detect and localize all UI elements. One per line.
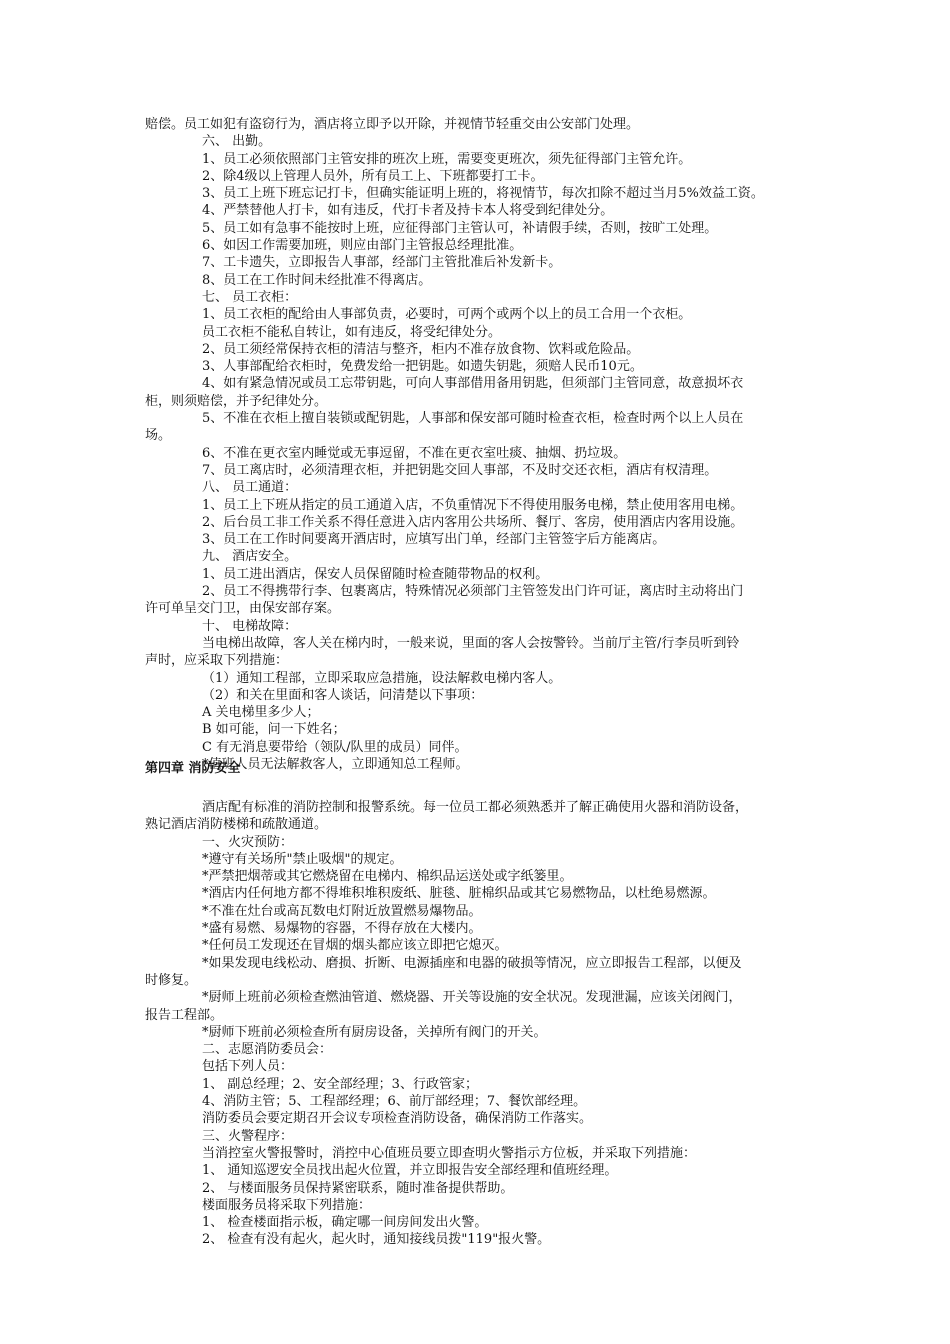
text-line: 2、除4级以上管理人员外，所有员工上、下班都要打工卡。 <box>202 168 544 184</box>
text-line: 2、员工不得携带行李、包裹离店，特殊情况必须部门主管签发出门许可证，离店时主动将出门 <box>202 584 744 600</box>
text-line: 当消控室火警报警时，消控中心值班员要立即查明火警指示方位板，并采取下列措施： <box>202 1145 697 1161</box>
text-line: 4、严禁替他人打卡，如有违反，代打卡者及持卡本人将受到纪律处分。 <box>202 203 614 219</box>
text-line: 2、 与楼面服务员保持紧密联系，随时准备提供帮助。 <box>202 1180 514 1196</box>
text-line: （1）通知工程部，立即采取应急措施，设法解救电梯内客人。 <box>202 670 562 686</box>
text-line: 6、不准在更衣室内睡觉或无事逗留，不准在更衣室吐痰、抽烟、扔垃圾。 <box>202 445 627 461</box>
text-line: 1、员工上下班从指定的员工通道入店，不负重情况下不得使用服务电梯，禁止使用客用电梯。 <box>202 497 744 513</box>
text-line: 赔偿。员工如犯有盗窃行为，酒店将立即予以开除，并视情节轻重交由公安部门处理。 <box>145 117 640 132</box>
fire-safety-section-text <box>145 799 813 1249</box>
text-line: 5、员工如有急事不能按时上班，应征得部门主管认可，补请假手续，否则，按旷工处理。 <box>202 220 718 236</box>
text-line: *任何员工发现还在冒烟的烟头都应该立即把它熄灭。 <box>202 938 508 954</box>
text-line: 十、 电梯故障： <box>202 618 298 634</box>
text-line: 2、员工须经常保持衣柜的清洁与整齐，柜内不准存放食物、饮料或危险品。 <box>202 341 640 357</box>
text-line: 酒店配有标准的消防控制和报警系统。每一位员工都必须熟悉并了解正确使用火器和消防设备， <box>202 800 749 815</box>
chapter-heading: 第四章 消防安全 <box>145 761 241 776</box>
text-line: 声时，应采取下列措施： <box>145 653 289 669</box>
text-line: 1、 通知巡逻安全员找出起火位置，并立即报告安全部经理和值班经理。 <box>202 1163 618 1179</box>
text-line: 二、志愿消防委员会： <box>202 1042 333 1058</box>
text-line: 1、 检查楼面指示板，确定哪一间房间发出火警。 <box>202 1215 488 1231</box>
text-line: *厨师上班前必须检查燃油管道、燃烧器、开关等设施的安全状况。发现泄漏，应该关闭阀门， <box>202 990 742 1006</box>
text-line: 三、火警程序： <box>202 1128 294 1144</box>
text-line: *不准在灶台或高瓦数电灯附近放置燃易爆物品。 <box>202 903 482 919</box>
text-line: 六、 出勤。 <box>202 134 272 150</box>
text-line: 6、如因工作需要加班，则应由部门主管报总经理批准。 <box>202 238 523 254</box>
text-line: 报告工程部。 <box>145 1007 224 1023</box>
text-line: 2、后台员工非工作关系不得任意进入店内客用公共场所、餐厅、客房，使用酒店内客用设施。 <box>202 514 744 530</box>
text-line: 时修复。 <box>145 972 198 988</box>
text-line: 七、 员工衣柜： <box>202 289 298 305</box>
text-line: A 关电梯里多少人； <box>202 705 320 721</box>
text-line: 员工衣柜不能私自转让，如有违反，将受纪律处分。 <box>202 324 502 340</box>
text-line: *值班人员无法解救客人，立即通知总工程师。 <box>202 756 469 772</box>
text-line: 许可单呈交门卫，由保安部存案。 <box>145 601 341 617</box>
text-line: B 如可能，问一下姓名； <box>202 722 346 738</box>
text-line: 1、员工衣柜的配给由人事部负责，必要时，可两个或两个以上的员工合用一个衣柜。 <box>202 307 692 323</box>
text-line: *盛有易燃、易爆物的容器，不得存放在大楼内。 <box>202 921 482 937</box>
text-line: 当电梯出故障，客人关在梯内时，一般来说，里面的客人会按警铃。当前厅主管/行李员听到铃 <box>202 635 740 651</box>
text-line: 4、消防主管；5、工程部经理；6、前厅部经理；7、餐饮部经理。 <box>202 1094 587 1110</box>
text-line: 4、如有紧急情况或员工忘带钥匙，可向人事部借用备用钥匙，但须部门主管同意，故意损坏衣 <box>202 376 744 392</box>
text-line: 柜，则须赔偿，并予纪律处分。 <box>145 393 328 409</box>
text-line: *遵守有关场所"禁止吸烟"的规定。 <box>202 851 403 867</box>
text-line: 5、不准在衣柜上擅自装锁或配钥匙，人事部和保安部可随时检查衣柜，检查时两个以上人员在 <box>202 411 744 427</box>
text-line: 八、 员工通道： <box>202 480 298 496</box>
text-line: *酒店内任何地方都不得堆积堆积废纸、脏毯、脏棉织品或其它易燃物品，以杜绝易燃源。 <box>202 886 716 902</box>
text-line: 包括下列人员： <box>202 1059 294 1075</box>
text-line: 1、 副总经理；2、安全部经理；3、行政管家； <box>202 1076 478 1092</box>
text-line: C 有无消息要带给（领队/队里的成员）同伴。 <box>202 739 468 755</box>
text-line: *厨师下班前必须检查所有厨房设备，关掉所有阀门的开关。 <box>202 1024 547 1040</box>
text-line: 消防委员会要定期召开会议专项检查消防设备，确保消防工作落实。 <box>202 1111 593 1127</box>
text-line: 九、 酒店安全。 <box>202 549 298 565</box>
rules-section-text <box>145 116 813 773</box>
text-line: （2）和关在里面和客人谈话，问清楚以下事项： <box>202 687 484 703</box>
text-line: 熟记酒店消防楼梯和疏散通道。 <box>145 817 328 833</box>
text-line: 1、员工进出酒店，保安人员保留随时检查随带物品的权利。 <box>202 566 549 582</box>
text-line: 2、 检查有没有起火，起火时，通知接线员拨"119"报火警。 <box>202 1232 551 1248</box>
text-line: 场。 <box>145 428 172 444</box>
text-line: 3、人事部配给衣柜时，免费发给一把钥匙。如遗失钥匙，须赔人民币10元。 <box>202 359 643 375</box>
text-line: 7、工卡遗失，立即报告人事部，经部门主管批准后补发新卡。 <box>202 255 562 271</box>
text-line: 8、员工在工作时间未经批准不得离店。 <box>202 272 432 288</box>
text-line: 3、员工在工作时间要离开酒店时，应填写出门单，经部门主管签字后方能离店。 <box>202 532 666 548</box>
text-line: 1、员工必须依照部门主管安排的班次上班，需要变更班次，须先征得部门主管允许。 <box>202 151 692 167</box>
text-line: *严禁把烟蒂或其它燃烧留在电梯内、棉织品运送处或字纸篓里。 <box>202 869 573 885</box>
text-line: 楼面服务员将采取下列措施： <box>202 1197 372 1213</box>
text-line: 一、火灾预防： <box>202 834 294 850</box>
text-line: 3、员工上班下班忘记打卡，但确实能证明上班的，将视情节，每次扣除不超过当月5%效益工资。 <box>202 186 764 202</box>
text-line: *如果发现电线松动、磨损、折断、电源插座和电器的破损等情况，应立即报告工程部，以便及 <box>202 955 742 971</box>
text-line: 7、员工离店时，必须清理衣柜，并把钥匙交回人事部，不及时交还衣柜，酒店有权清理。 <box>202 462 718 478</box>
